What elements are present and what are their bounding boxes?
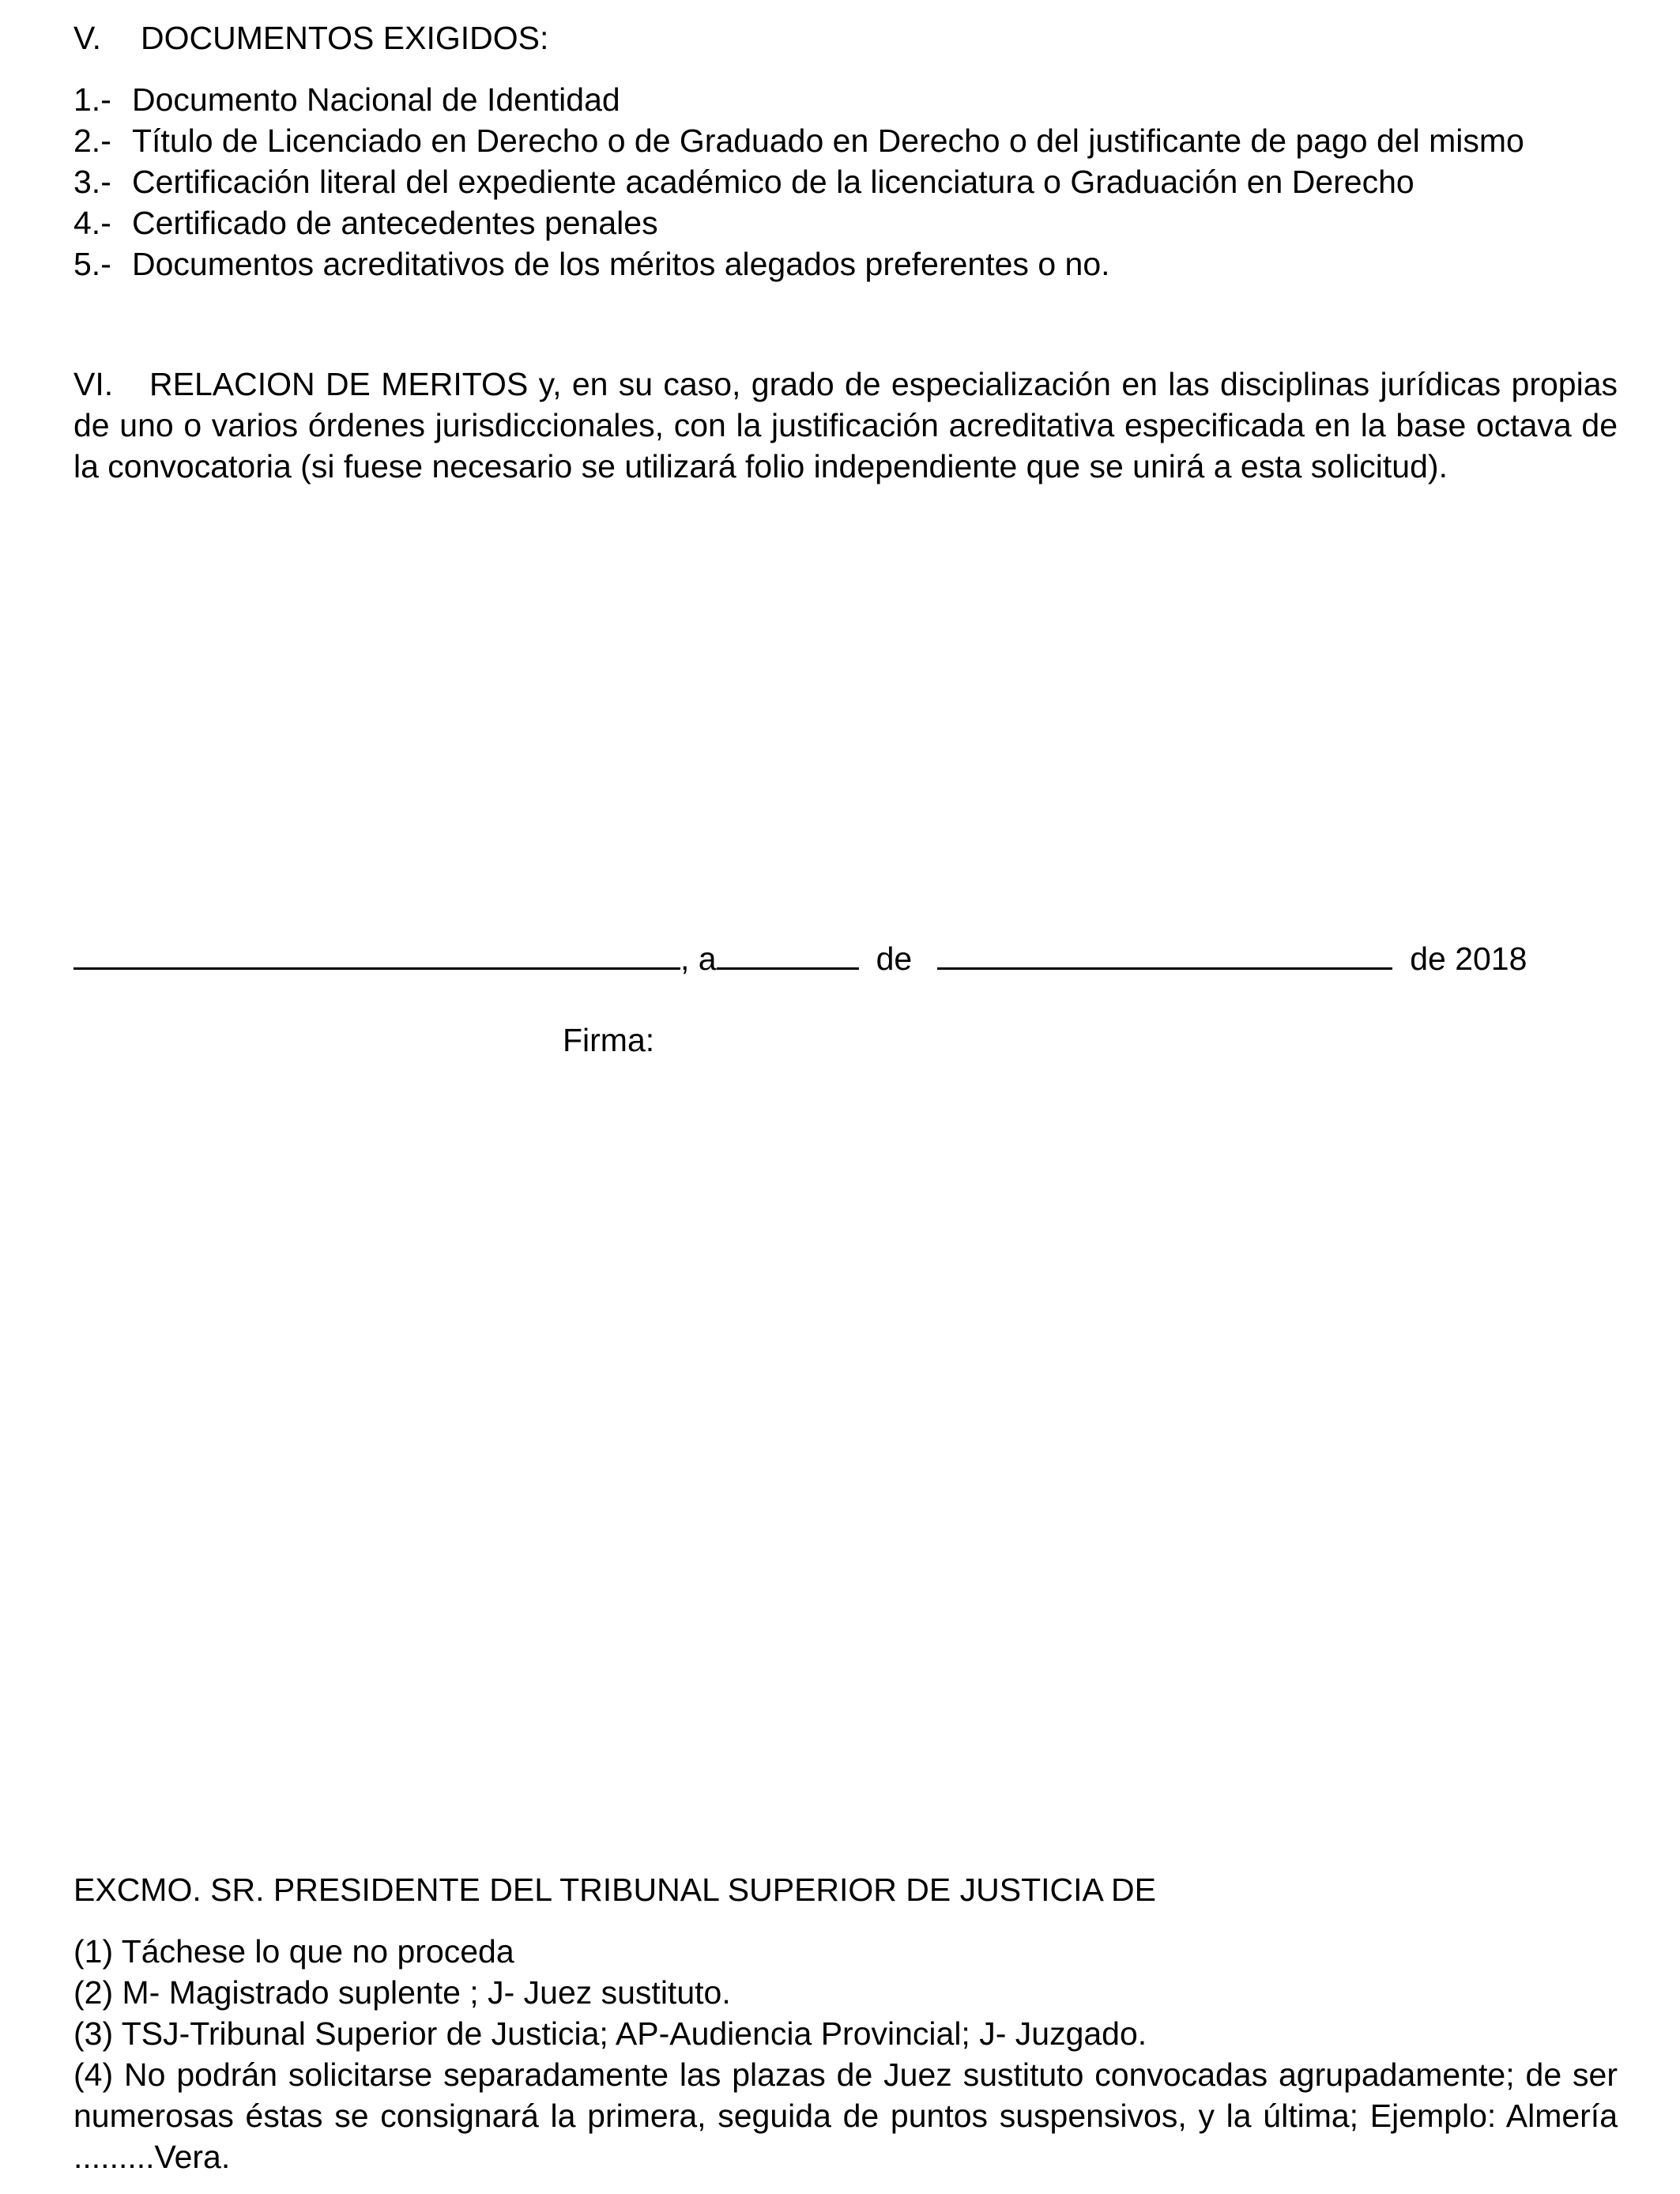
list-item-number: 5.- — [73, 246, 111, 282]
place-date-line — [73, 933, 1527, 979]
list-item — [73, 202, 1524, 243]
month-blank[interactable] — [937, 933, 1392, 970]
addressee: EXCMO. SR. PRESIDENTE DEL TRIBUNAL SUPERIOR DE JUSTICIA DE — [73, 1872, 1156, 1908]
list-item-number: 3.- — [73, 164, 111, 200]
comma-a-label: , a — [680, 941, 717, 977]
list-item — [73, 243, 1524, 285]
list-item-number: 4.- — [73, 205, 111, 241]
list-item-text: Documento Nacional de Identidad — [132, 81, 620, 118]
list-item-text: Documentos acreditativos de los méritos alegados preferentes o no. — [132, 246, 1110, 282]
place-blank[interactable] — [73, 933, 680, 970]
list-item — [73, 79, 1524, 120]
list-item-number: 1.- — [73, 81, 111, 118]
list-item-number: 2.- — [73, 123, 111, 159]
required-documents-list — [73, 79, 1524, 285]
year-label: de 2018 — [1410, 941, 1527, 977]
footnote-4: (4) No podrán solicitarse separadamente las plazas de Juez sustituto convocadas agrupadamente; de ser numerosas éstas se consignará la primera, seguida de puntos suspensivos, y la última; Ejemplo: Almería .........Vera. — [73, 2056, 1618, 2175]
de-label: de — [876, 941, 913, 977]
section-6-paragraph — [73, 364, 1618, 487]
list-item — [73, 120, 1524, 161]
footnote-1: (1) Táchese lo que no proceda — [73, 1933, 514, 1970]
section-5-heading — [73, 17, 548, 58]
section-5-title: DOCUMENTOS EXIGIDOS: — [141, 20, 549, 56]
footnote-2: (2) M- Magistrado suplente ; J- Juez sustituto. — [73, 1974, 731, 2011]
section-6-number: VI. — [73, 366, 114, 402]
list-item-text: Certificado de antecedentes penales — [132, 205, 658, 241]
section-5-number: V. — [73, 20, 101, 56]
list-item-text: Título de Licenciado en Derecho o de Graduado en Derecho o del justificante de pago del mismo — [132, 123, 1524, 159]
section-6-text: RELACION DE MERITOS y, en su caso, grado de especialización en las disciplinas jurídicas propias de uno o varios órdenes jurisdiccionales, con la justificación acreditativa especificada en la base octava de la convocatoria (si fuese necesario se utilizará folio independiente que se unirá a esta solicitud). — [73, 366, 1618, 484]
footnote-3: (3) TSJ-Tribunal Superior de Justicia; AP-Audiencia Provincial; J- Juzgado. — [73, 2015, 1147, 2052]
list-item-text: Certificación literal del expediente académico de la licenciatura o Graduación en Derecho — [132, 164, 1414, 200]
signature-label: Firma: — [563, 1022, 655, 1058]
footnotes — [73, 1931, 1618, 2177]
day-blank[interactable] — [717, 933, 859, 970]
list-item — [73, 161, 1524, 202]
